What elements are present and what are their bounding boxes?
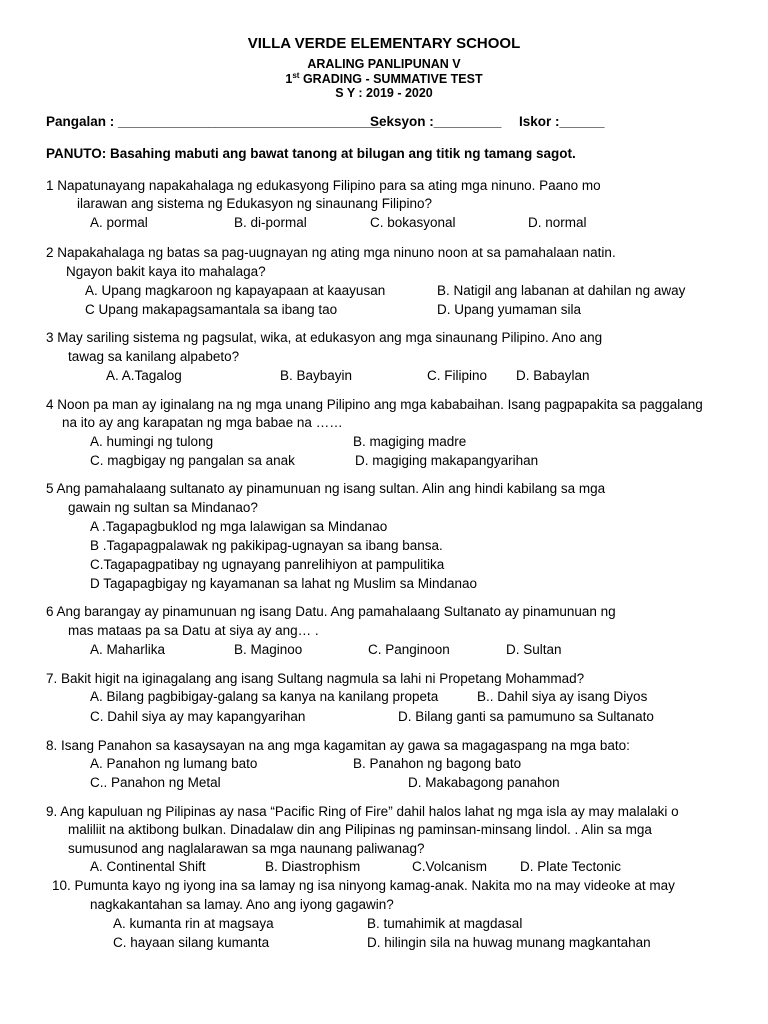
question-text: Ngayon bakit kaya ito mahalaga? bbox=[66, 264, 266, 279]
question-text: 7. Bakit higit na iginagalang ang isang Sultang nagmula sa lahi ni Propetang Mohammad? bbox=[46, 671, 585, 686]
subject-title: ARALING PANLIPUNAN V bbox=[307, 57, 461, 71]
question-text: mas mataas pa sa Datu at siya ay ang… . bbox=[68, 623, 319, 638]
question-text: 3 May sariling sistema ng pagsulat, wika, at edukasyon ang mga sinaunang Pilipino. Ano ang bbox=[46, 330, 603, 345]
choice-c[interactable]: C. bokasyonal bbox=[370, 215, 456, 230]
choice-c[interactable]: C. Panginoon bbox=[368, 642, 450, 657]
choice-c[interactable]: C. Filipino bbox=[427, 368, 488, 383]
choice-b[interactable]: B .Tagapagpalawak ng pakikipag-ugnayan sa ibang bansa. bbox=[90, 538, 443, 553]
choice-a[interactable]: A. Maharlika bbox=[90, 642, 166, 657]
choice-d[interactable]: D Tagapagbigay ng kayamanan sa lahat ng Muslim sa Mindanao bbox=[90, 576, 477, 591]
question-text: 8. Isang Panahon sa kasaysayan na ang mga kagamitan ay gawa sa magagaspang na mga bato: bbox=[46, 738, 630, 753]
choice-a[interactable]: A. humingi ng tulong bbox=[90, 434, 214, 449]
choice-c[interactable]: C. hayaan silang kumanta bbox=[113, 935, 270, 950]
school-year: S Y : 2019 - 2020 bbox=[335, 86, 433, 100]
choice-c[interactable]: C.Tagapagpatibay ng ugnayang panrelihiyon at pampulitika bbox=[90, 557, 445, 572]
choice-b[interactable]: B. Panahon ng bagong bato bbox=[353, 756, 522, 771]
question-text: na ito ay ang karapatan ng mga babae na …… bbox=[62, 415, 343, 430]
choice-d[interactable]: D. Makabagong panahon bbox=[408, 775, 560, 790]
instructions: PANUTO: Basahing mabuti ang bawat tanong at bilugan ang titik ng tamang sagot. bbox=[46, 146, 576, 161]
choice-d[interactable]: D. Upang yumaman sila bbox=[437, 302, 582, 317]
question-text: maliliit na aktibong bulkan. Dinadalaw din ang Pilipinas ng paminsan-minsang lindol. . Alin sa mga bbox=[68, 822, 652, 837]
choice-d[interactable]: D. Plate Tectonic bbox=[520, 859, 622, 874]
choice-a[interactable]: A. kumanta rin at magsaya bbox=[113, 916, 274, 931]
question-text: 1 Napatunayang napakahalaga ng edukasyong Filipino para sa ating mga ninuno. Paano mo bbox=[46, 178, 601, 193]
choice-a[interactable]: A .Tagapagbuklod ng mga lalawigan sa Mindanao bbox=[90, 519, 388, 534]
question-text: gawain ng sultan sa Mindanao? bbox=[68, 500, 258, 515]
choice-b[interactable]: B. Baybayin bbox=[280, 368, 353, 383]
choice-d[interactable]: D. normal bbox=[528, 215, 587, 230]
question-text: 5 Ang pamahalaang sultanato ay pinamunuan ng isang sultan. Alin ang hindi kabilang sa mga bbox=[46, 481, 606, 496]
choice-a[interactable]: A. A.Tagalog bbox=[106, 368, 182, 383]
choice-b[interactable]: B.. Dahil siya ay isang Diyos bbox=[477, 689, 648, 704]
choice-a[interactable]: A. pormal bbox=[90, 215, 148, 230]
choice-c[interactable]: C Upang makapagsamantala sa ibang tao bbox=[85, 302, 338, 317]
question-text: tawag sa kanilang alpabeto? bbox=[68, 349, 240, 364]
choice-c[interactable]: C. magbigay ng pangalan sa anak bbox=[90, 453, 295, 468]
choice-c[interactable]: C.. Panahon ng Metal bbox=[90, 775, 221, 790]
grading-label: GRADING - SUMMATIVE TEST bbox=[299, 72, 483, 86]
question-text: 4 Noon pa man ay iginalang na ng mga unang Pilipino ang mga kababaihan. Isang pagpapakita sa paggalang bbox=[46, 397, 703, 412]
question-text: 10. Pumunta kayo ng iyong ina sa lamay ng isa ninyong kamag-anak. Nakita mo na may videoke at may bbox=[52, 878, 675, 893]
choice-b[interactable]: B. Maginoo bbox=[234, 642, 303, 657]
choice-b[interactable]: B. magiging madre bbox=[353, 434, 467, 449]
choice-c[interactable]: C. Dahil siya ay may kapangyarihan bbox=[90, 709, 306, 724]
choice-d[interactable]: D. Sultan bbox=[506, 642, 562, 657]
question-text: 2 Napakahalaga ng batas sa pag-uugnayan ng ating mga ninuno noon at sa pamahalaan natin. bbox=[46, 245, 616, 260]
choice-b[interactable]: B. tumahimik at magdasal bbox=[367, 916, 523, 931]
question-text: sumusunod ang naglalarawan sa mga naunang paliwanag? bbox=[68, 841, 425, 856]
section-field: Seksyon :_________ bbox=[370, 114, 502, 129]
choice-d[interactable]: D. Babaylan bbox=[516, 368, 590, 383]
grading-number: 1 bbox=[285, 72, 293, 86]
school-name: VILLA VERDE ELEMENTARY SCHOOL bbox=[247, 35, 521, 52]
choice-b[interactable]: B. Natigil ang labanan at dahilan ng away bbox=[437, 283, 686, 298]
question-text: 6 Ang barangay ay pinamunuan ng isang Datu. Ang pamahalaang Sultanato ay pinamunuan ng bbox=[46, 604, 616, 619]
choice-c[interactable]: C.Volcanism bbox=[412, 859, 488, 874]
question-text: nagkakantahan sa lamay. Ano ang iyong gagawin? bbox=[90, 897, 394, 912]
choice-d[interactable]: D. hilingin sila na huwag munang magkantahan bbox=[367, 935, 651, 950]
choice-a[interactable]: A. Upang magkaroon ng kapayapaan at kaayusan bbox=[85, 283, 386, 298]
question-text: ilarawan ang sistema ng Edukasyon ng sinaunang Filipino? bbox=[77, 196, 432, 211]
name-field: Pangalan : ___________________________________ bbox=[46, 114, 381, 129]
score-field: Iskor :______ bbox=[519, 114, 605, 129]
choice-b[interactable]: B. Diastrophism bbox=[265, 859, 361, 874]
choice-a[interactable]: A. Panahon ng lumang bato bbox=[90, 756, 258, 771]
grading-suffix: st bbox=[292, 70, 300, 80]
choice-d[interactable]: D. magiging makapangyarihan bbox=[355, 453, 539, 468]
choice-b[interactable]: B. di-pormal bbox=[234, 215, 307, 230]
question-text: 9. Ang kapuluan ng Pilipinas ay nasa “Pacific Ring of Fire” dahil halos lahat ng mga isla ay may malalaki o bbox=[46, 804, 679, 819]
choice-d[interactable]: D. Bilang ganti sa pamumuno sa Sultanato bbox=[398, 709, 654, 724]
choice-a[interactable]: A. Bilang pagbibigay-galang sa kanya na kanilang propeta bbox=[90, 689, 439, 704]
choice-a[interactable]: A. Continental Shift bbox=[90, 859, 206, 874]
